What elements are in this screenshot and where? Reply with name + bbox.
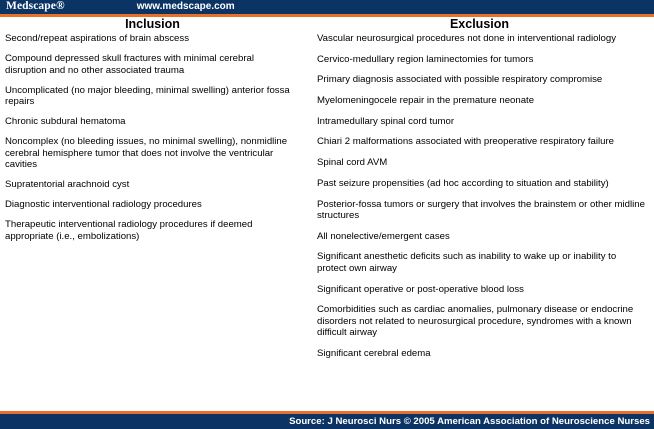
list-item: Significant anesthetic deficits such as inability to wake up or inability to protect own airway bbox=[317, 251, 617, 274]
source-citation: Source: J Neurosci Nurs © 2005 American Association of Neuroscience Nurses bbox=[289, 415, 650, 427]
list-item: Past seizure propensities (ad hoc according to situation and stability) bbox=[317, 177, 609, 189]
medscape-url: www.medscape.com bbox=[136, 1, 235, 12]
column-header-inclusion: Inclusion bbox=[125, 17, 180, 31]
medscape-header-bar bbox=[0, 0, 654, 14]
list-item: Primary diagnosis associated with possible respiratory compromise bbox=[317, 74, 603, 86]
list-item: Cervico-medullary region laminectomies for tumors bbox=[317, 53, 534, 65]
list-item: Significant operative or post-operative blood loss bbox=[317, 283, 524, 295]
list-item: Vascular neurosurgical procedures not done in interventional radiology bbox=[317, 33, 617, 44]
list-item: Comorbidities such as cardiac anomalies, pulmonary disease or endocrine disorders not related to neurosurgical procedure, syndromes with a known difficult airway bbox=[317, 304, 634, 339]
list-item: Second/repeat aspirations of brain abscess bbox=[5, 33, 189, 44]
list-item: Intramedullary spinal cord tumor bbox=[317, 115, 455, 127]
column-header-exclusion: Exclusion bbox=[449, 17, 510, 31]
list-item: Chiari 2 malformations associated with preoperative respiratory failure bbox=[317, 136, 615, 148]
list-item: Significant cerebral edema bbox=[317, 347, 431, 359]
list-item: Myelomeningocele repair in the premature neonate bbox=[317, 95, 535, 107]
list-item: Spinal cord AVM bbox=[317, 157, 388, 169]
list-item: All nonelective/emergent cases bbox=[317, 230, 450, 242]
list-item: Uncomplicated (no major bleeding, minimal swelling) anterior fossa repairs bbox=[5, 84, 290, 107]
list-item: Therapeutic interventional radiology procedures if deemed appropriate (i.e., embolizations) bbox=[5, 219, 253, 242]
medscape-logo: Medscape® bbox=[6, 0, 65, 13]
source-footer-bar bbox=[0, 414, 654, 429]
list-item: Compound depressed skull fractures with minimal cerebral disruption and no other associated trauma bbox=[5, 53, 255, 76]
list-item: Chronic subdural hematoma bbox=[5, 116, 126, 127]
inclusion-exclusion-table bbox=[0, 17, 654, 408]
list-item: Noncomplex (no bleeding issues, no minimal swelling), nonmidline cerebral hemisphere tumor that does not involve the ventricular cavities bbox=[5, 136, 288, 170]
list-item: Posterior-fossa tumors or surgery that involves the brainstem or other midline structures bbox=[317, 198, 645, 221]
column-exclusion bbox=[305, 33, 654, 369]
table-body-row bbox=[0, 33, 654, 369]
column-inclusion bbox=[0, 33, 305, 251]
list-item: Diagnostic interventional radiology procedures bbox=[5, 199, 202, 210]
list-item: Supratentorial arachnoid cyst bbox=[5, 179, 130, 190]
table-header-row bbox=[0, 17, 654, 33]
